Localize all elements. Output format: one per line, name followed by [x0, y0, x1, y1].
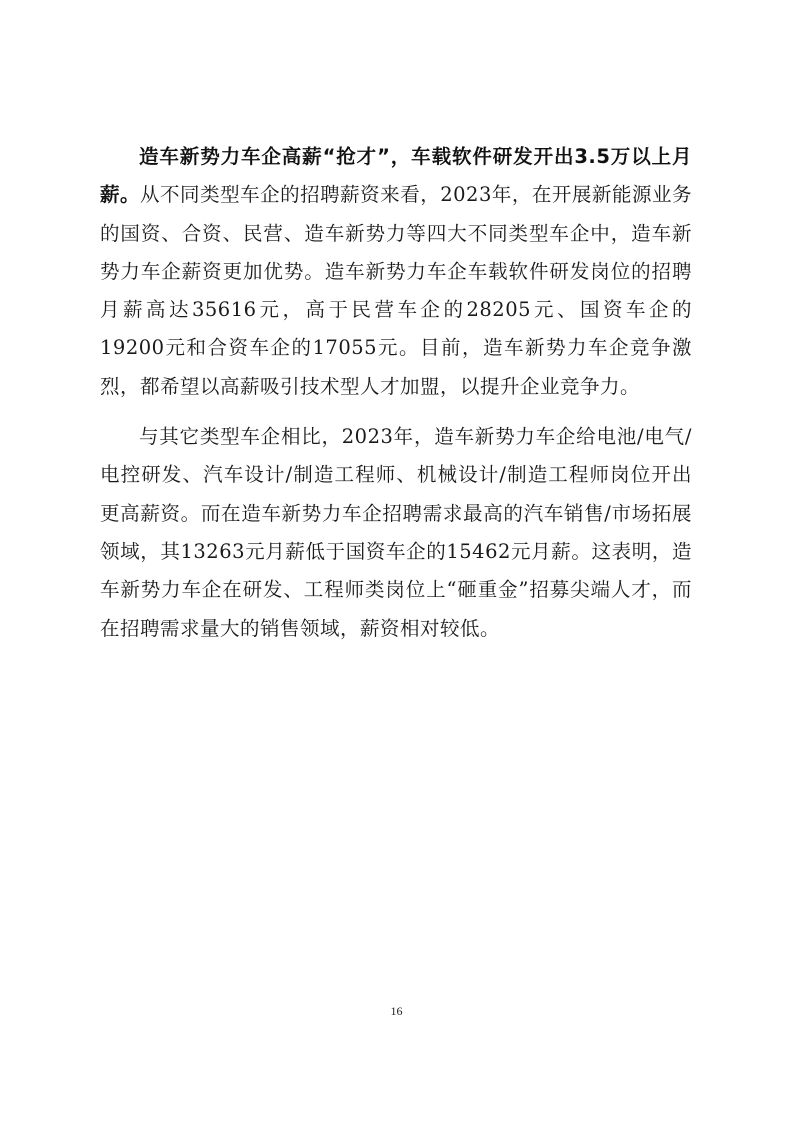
page-number: 16: [390, 1004, 403, 1018]
body-text: [100, 138, 692, 648]
paragraph-2: [100, 418, 692, 648]
paragraph-1-lead: 造车新势力车企高薪“抢才”，车载软件研发开出3.5万以上月薪。: [100, 145, 692, 207]
paragraph-1-text: 从不同类型车企的招聘薪资来看，2023年，在开展新能源业务的国资、合资、民营、造车新势力等四大不同类型车企中，造车新势力车企薪资更加优势。造车新势力车企车载软件研发岗位的招聘月薪高达35616元，高于民营车企的28205元、国资车企的19200元和合资车企的17055元。目前，造车新势力车企竞争激烈，都希望以高薪吸引技术型人才加盟，以提升企业竞争力。: [100, 183, 692, 398]
paragraph-2-text: 与其它类型车企相比，2023年，造车新势力车企给电池/电气/电控研发、汽车设计/制造工程师、机械设计/制造工程师岗位开出更高薪资。而在造车新势力车企招聘需求最高的汽车销售/市场拓展领域，其13263元月薪低于国资车企的15462元月薪。这表明，造车新势力车企在研发、工程师类岗位上“砸重金”招募尖端人才，而在招聘需求量大的销售领域，薪资相对较低。: [100, 425, 692, 640]
paragraph-1: [100, 138, 692, 406]
